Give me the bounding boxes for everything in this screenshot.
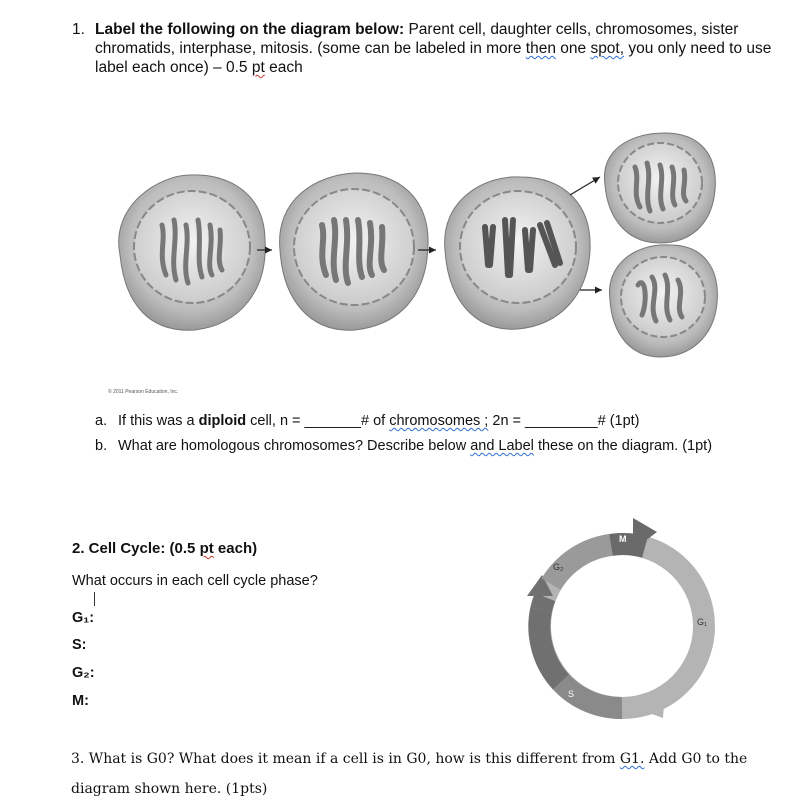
spell-flag-g1: G1. bbox=[619, 751, 645, 767]
question-1-body-b: one bbox=[560, 40, 587, 57]
cycle-label-g2: G₂ bbox=[553, 562, 564, 572]
question-1-text bbox=[95, 20, 772, 77]
spell-flag-and-label: and Label bbox=[470, 438, 534, 454]
question-1a-text3: 2n = _________# (1pt) bbox=[492, 413, 640, 429]
spell-flag-spot: spot, bbox=[590, 40, 625, 57]
question-1-number: 1. bbox=[72, 21, 85, 38]
question-1a-text2: cell, n = _______# of bbox=[250, 413, 386, 429]
question-2-title-b: each) bbox=[217, 540, 258, 557]
mitosis-cell bbox=[445, 177, 590, 329]
phase-g2-label: G₂: bbox=[72, 665, 95, 681]
question-1a-text1: If this was a bbox=[118, 413, 195, 429]
spell-flag-then: then bbox=[525, 40, 556, 57]
phase-g1-label: G₁: bbox=[72, 610, 95, 626]
spell-flag-pt-2: pt bbox=[199, 540, 214, 557]
question-1b-letter: b. bbox=[95, 438, 108, 454]
question-1b bbox=[95, 437, 785, 455]
copyright-notice: © 2011 Pearson Education, Inc. bbox=[108, 389, 179, 395]
question-3-text1: 3. What is G0? What does it mean if a cell is in G0, how is this different from bbox=[71, 751, 616, 767]
question-1b-text1: What are homologous chromosomes? Describe below bbox=[118, 438, 467, 454]
question-2-title bbox=[72, 540, 257, 557]
s-phase-arc bbox=[539, 610, 561, 682]
daughter-cell-bottom bbox=[609, 245, 717, 357]
question-1b-text2: these on the diagram. (1pt) bbox=[537, 438, 713, 454]
question-1-body-a: Parent cell, daughter cells, chromosomes, sister chromatids, interphase, mitosis. (some can be labeled in more bbox=[95, 21, 739, 57]
question-1a-diploid: diploid bbox=[198, 413, 247, 429]
question-1-heading: Label the following on the diagram below: bbox=[95, 21, 405, 38]
cell-cycle-diagram bbox=[515, 512, 725, 727]
question-1a-letter: a. bbox=[95, 413, 108, 429]
question-1-body-c: you only need to use label each once) – 0.5 bbox=[95, 40, 772, 76]
question-3 bbox=[71, 744, 751, 804]
interphase-cell bbox=[280, 173, 429, 330]
question-1 bbox=[72, 20, 772, 77]
question-1-each: each bbox=[269, 59, 303, 76]
spell-flag-pt: pt bbox=[251, 59, 265, 76]
phase-m-label: M: bbox=[72, 693, 89, 709]
question-3-text2: Add G0 to the diagram shown here. (1pts) bbox=[71, 751, 748, 797]
cycle-label-s: S bbox=[568, 689, 575, 699]
question-1a bbox=[95, 412, 775, 430]
daughter-cell-top bbox=[604, 133, 715, 243]
cycle-label-m: M bbox=[619, 534, 627, 544]
arrow-3 bbox=[570, 177, 600, 195]
spell-flag-chromosomes: chromosomes ; bbox=[389, 413, 489, 429]
mitosis-diagram bbox=[100, 125, 730, 395]
cycle-label-g1: G₁ bbox=[697, 617, 708, 627]
text-cursor bbox=[94, 592, 95, 606]
phase-s-label: S: bbox=[72, 637, 87, 653]
parent-cell bbox=[119, 175, 266, 330]
question-2-prompt: What occurs in each cell cycle phase? bbox=[72, 573, 318, 589]
question-2-title-a: 2. Cell Cycle: (0.5 bbox=[72, 540, 196, 557]
